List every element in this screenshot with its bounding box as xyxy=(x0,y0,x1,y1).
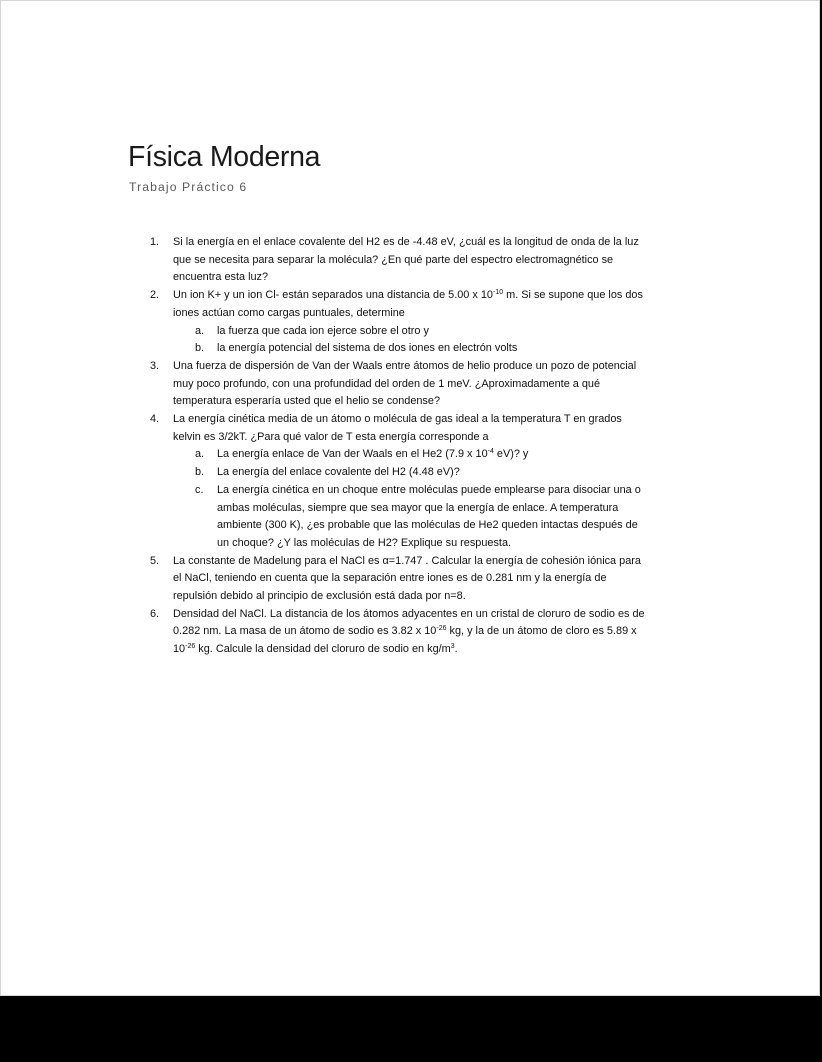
text-line xyxy=(173,393,733,411)
superscript: -26 xyxy=(436,625,447,633)
question-number: 2. xyxy=(150,289,160,302)
text-line xyxy=(217,482,733,500)
text-line xyxy=(173,287,733,305)
text-segment: Una fuerza de dispersión de Van der Waals entre átomos de helio produce un pozo de potencial xyxy=(173,359,637,372)
question-number: 4. xyxy=(150,413,160,426)
sub-question-text xyxy=(217,482,733,553)
text-line xyxy=(173,305,733,323)
question-text xyxy=(173,606,733,659)
sub-question-list xyxy=(173,446,733,552)
question-item xyxy=(150,358,733,411)
text-line xyxy=(217,500,733,518)
sub-question-text xyxy=(217,446,733,464)
text-segment: La energía cinética en un choque entre moléculas puede emplearse para disociar una o xyxy=(217,483,641,496)
sub-question-text xyxy=(217,340,733,358)
text-segment: la energía potencial del sistema de dos iones en electrón volts xyxy=(217,342,518,355)
text-segment: eV)? y xyxy=(493,448,529,461)
text-segment: Si la energía en el enlace covalente del H2 es de -4.48 eV, ¿cuál es la longitud de onda de la luz xyxy=(173,236,639,248)
question-list xyxy=(150,234,733,659)
sub-question-item xyxy=(173,482,733,553)
text-segment: el NaCl, teniendo en cuenta que la separación entre iones es de 0.281 nm y la energía de xyxy=(173,572,607,585)
document-subtitle: Trabajo Práctico 6 xyxy=(129,180,248,194)
text-line xyxy=(217,340,733,358)
text-line xyxy=(217,464,733,482)
text-segment: La energía cinética media de un átomo o molécula de gas ideal a la temperatura T en grados xyxy=(173,413,622,426)
text-line xyxy=(217,535,733,553)
text-line xyxy=(173,358,733,376)
text-line xyxy=(217,446,733,464)
question-item xyxy=(150,411,733,553)
sub-question-label: c. xyxy=(195,483,204,496)
superscript: -26 xyxy=(185,643,196,651)
sub-question-item xyxy=(173,464,733,482)
sub-question-label: b. xyxy=(195,342,205,355)
text-segment: La constante de Madelung para el NaCl es α=1.747 . Calcular la energía de cohesión iónica para xyxy=(173,554,641,567)
text-segment: La energía enlace de Van der Waals en el He2 (7.9 x 10 xyxy=(217,448,488,461)
text-segment: Un ion K+ y un ion Cl- están separados una distancia de 5.00 x 10 xyxy=(173,289,493,302)
superscript: -10 xyxy=(492,289,504,297)
text-line xyxy=(173,252,733,270)
text-segment: que se necesita para separar la molécula? ¿En qué parte del espectro electromagnético se xyxy=(173,253,614,266)
sub-question-label: a. xyxy=(195,448,205,461)
text-segment: La energía del enlace covalente del H2 (4.48 eV)? xyxy=(217,466,460,479)
text-segment: iones actúan como cargas puntuales, determine xyxy=(173,306,405,319)
text-line xyxy=(173,269,733,287)
text-line xyxy=(173,376,733,394)
question-text xyxy=(173,358,733,411)
question-number: 3. xyxy=(150,359,160,372)
text-segment: kg. Calcule la densidad del cloruro de sodio en kg/m xyxy=(195,643,451,656)
text-line xyxy=(217,517,733,535)
text-segment: la fuerza que cada ion ejerce sobre el otro y xyxy=(217,324,429,337)
text-line xyxy=(173,641,733,659)
text-segment: kelvin es 3/2kT. ¿Para qué valor de T esta energía corresponde a xyxy=(173,430,489,443)
sub-question-item xyxy=(173,323,733,341)
text-line xyxy=(173,588,733,606)
text-line xyxy=(217,323,733,341)
text-line xyxy=(173,234,733,252)
sub-question-item xyxy=(173,340,733,358)
question-text xyxy=(173,553,733,606)
text-segment: ambas moléculas, siempre que sea mayor que la energía de enlace. A temperatura xyxy=(217,501,619,514)
sub-question-label: b. xyxy=(195,466,205,479)
question-item xyxy=(150,234,733,287)
question-number: 1. xyxy=(150,236,160,248)
text-segment: muy poco profundo, con una profundidad del orden de 1 meV. ¿Aproximadamente a qué xyxy=(173,377,601,390)
text-segment: . xyxy=(454,643,458,656)
text-segment: Densidad del NaCl. La distancia de los átomos adyacentes en un cristal de cloruro de sodio es de xyxy=(173,607,645,620)
text-segment: m. Si se supone que los dos xyxy=(503,289,643,302)
question-item xyxy=(150,606,733,659)
text-segment: kg, y la de un átomo de cloro es 5.89 x xyxy=(446,625,637,638)
question-text xyxy=(173,234,733,287)
question-text xyxy=(173,287,733,322)
text-segment: repulsión debido al principio de exclusión está dada por n=8. xyxy=(173,590,466,603)
text-line xyxy=(173,570,733,588)
sub-question-list xyxy=(173,323,733,358)
text-line xyxy=(173,606,733,624)
question-item xyxy=(150,553,733,606)
text-segment: temperatura esperaría usted que el helio se condense? xyxy=(173,395,440,408)
sub-question-item xyxy=(173,446,733,464)
question-number: 5. xyxy=(150,554,160,567)
sub-question-text xyxy=(217,323,733,341)
text-segment: 0.282 nm. La masa de un átomo de sodio es 3.82 x 10 xyxy=(173,625,437,638)
sub-question-text xyxy=(217,464,733,482)
text-line xyxy=(173,411,733,429)
text-line xyxy=(173,553,733,571)
text-line xyxy=(173,429,733,447)
superscript: 3 xyxy=(450,643,455,651)
question-item xyxy=(150,287,733,358)
text-segment: encuentra esta luz? xyxy=(173,271,269,284)
text-line xyxy=(173,623,733,641)
sub-question-label: a. xyxy=(195,324,205,337)
document-title: Física Moderna xyxy=(128,141,321,173)
text-segment: ambiente (300 K), ¿es probable que las moléculas de He2 queden intactas después de xyxy=(217,519,638,532)
text-segment: un choque? ¿Y las moléculas de H2? Explique su respuesta. xyxy=(217,536,512,549)
question-number: 6. xyxy=(150,607,160,620)
superscript: -4 xyxy=(487,448,494,456)
text-segment: 10 xyxy=(173,643,186,656)
question-text xyxy=(173,411,733,446)
